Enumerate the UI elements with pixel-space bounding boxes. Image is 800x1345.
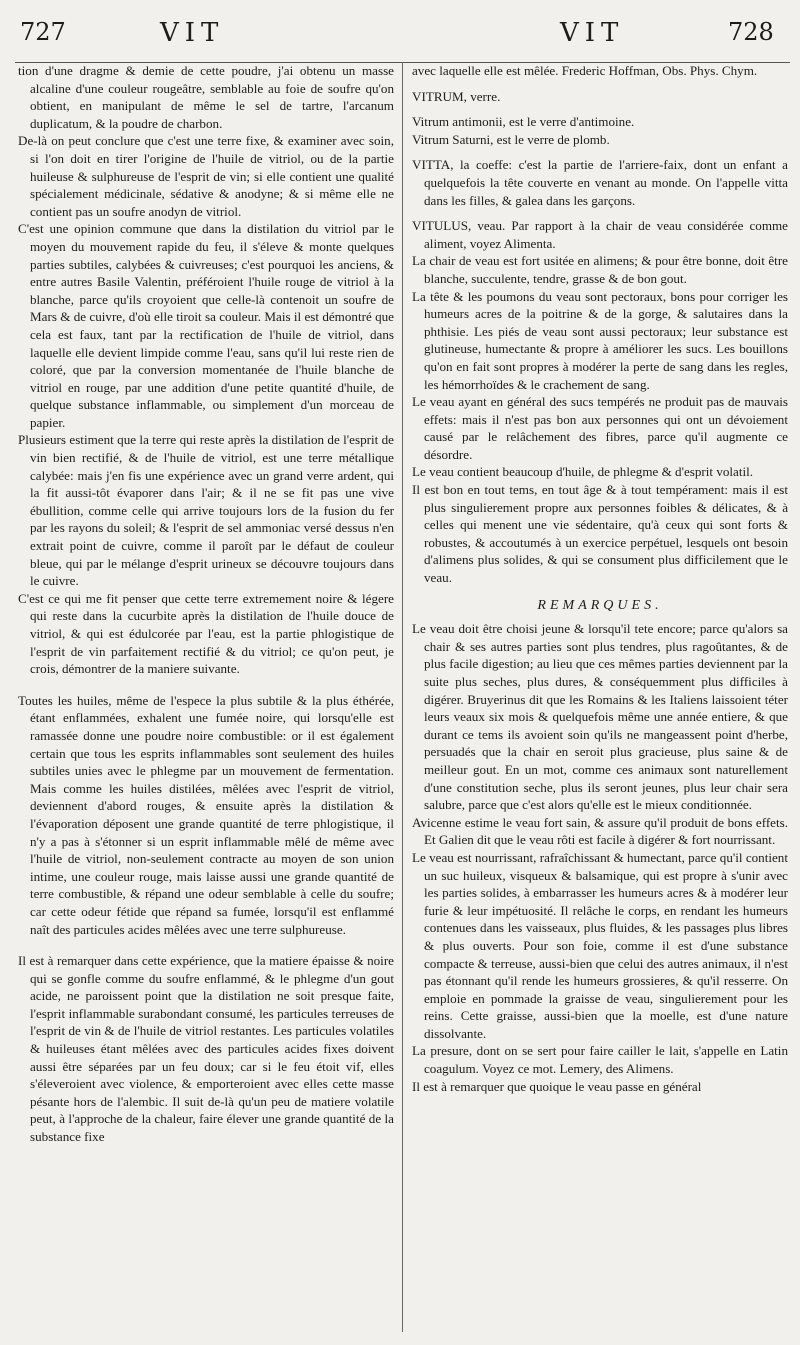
paragraph: La presure, dont on se sert pour faire cailler le lait, s'appelle en Latin coagulum. Voyez ce mot. Lemery, des Alimens. [412, 1043, 788, 1077]
paragraph: Avicenne estime le veau fort sain, & assure qu'il produit de bons effets. Et Galien dit que le veau rôti est facile à digérer & fort nourrissant. [412, 814, 788, 848]
right-page-number: 728 [728, 18, 774, 46]
paragraph: Toutes les huiles, même de l'espece la plus subtile & la plus éthérée, étant enflammées, exhalent une fumée noire, qui lorsqu'elle est ramassée donne une poudre noire combustible: or il est également certain que tous les esprits inflammables sont seulement des huiles subtiles unies avec le phlegme par un mouvement de fermentation. Mais comme les huiles distilées, mêlées avec l'esprit de vitriol, deviennent d'abord rouges, & ensuite après la distilation & l'évaporation déposent une grande quantité de terre phlogistique, il n'y a pas à s'étonner si un esprit inflammable mêlé de même avec l'huile de vitriol, non-seulement contracte au moyen de son union intime, une couleur rouge, mais laisse aussi une grande quantité de terre combustible, & répand une odeur semblable à celle du soufre; car cette odeur fétide que répand sa fumée, lorsqu'il est enflammé naît des particules acides mêlées avec une terre sulphureuse. [18, 692, 394, 937]
left-running-head: VIT [160, 18, 225, 48]
right-running-head: VIT [560, 18, 625, 48]
paragraph: VITTA, la coeffe: c'est la partie de l'arriere-faix, dont un enfant a quelquefois la tête couverte en venant au monde. On l'appelle vitta dans les filles, & galea dans les garçons. [412, 157, 788, 208]
right-column [412, 62, 788, 1095]
paragraph: Plusieurs estiment que la terre qui reste après la distilation de l'esprit de vin bien rectifié, & de l'huile de vitriol, est une terre métallique calybée: mais j'en fis une expérience avec un grand verre ardent, qui la fit aussi-tôt évaporer dans l'air; & il ne se fit pas une vive ébullition, comme celle qui arrive toujours lors de la fusion du fer par les rayons du soleil; & l'esprit de sel ammoniac versé dessus n'en extrait point de cuivre, comme il paroît par le défaut de couleur bleue, qui par le mélange d'esprit urineux se découvre toujours dans le cuivre. [18, 432, 394, 589]
paragraph: La chair de veau est fort usitée en alimens; & pour être bonne, doit être blanche, succulente, tendre, grasse & de bon gout. [412, 253, 788, 286]
paragraph: De-là on peut conclure que c'est une terre fixe, & examiner avec soin, si l'on doit en tirer l'origine de l'huile de vitriol, ou de la partie huileuse & sulphureuse de l'esprit de vin; si elle contient une qualité spécialement médicinale, sédative & anodyne; & si même elle ne contient pas un soufre anodyn de vitriol. [18, 133, 394, 219]
paragraph: Il est à remarquer dans cette expérience, que la matiere épaisse & noire qui se gonfle comme du soufre enflammé, & le phlegme d'un gout acide, ne paroissent point que la distilation ne soit presque faite, l'esprit inflammable surabondant consumé, les particules terreuses de l'esprit de vin & de l'huile de vitriol restantes. Les particules volatiles & huileuses étant mêlées avec des particules acides fixes doivent aussi être séparées par un feu doux; car si le feu étoit vif, elles s'éleveroient avec violence, & emporteroient avec elles cette masse pésante hors de l'alembic. Il suit de-là qu'un peu de matiere volatile peut, à l'approche de la chaleur, faire élever une grande quantité de la substance fixe [18, 953, 394, 1145]
left-page-number: 727 [20, 18, 66, 46]
paragraph: C'est ce qui me fit penser que cette terre extremement noire & légere qui reste dans la cucurbite après la distilation de l'huile douce de vitriol, & qui est édulcorée par l'eau, est la partie phlogistique de l'esprit de vin parfaitement rectifié & du vitriol; ce qu'on peut, je crois, démontrer de la maniere suivante. [18, 590, 394, 677]
paragraph: Il est bon en tout tems, en tout âge & à tout tempérament: mais il est plus singulierement propre aux personnes foibles & délicates, & à celles qui menent une vie sédentaire, qu'à ceux qui sont forts & robustes, & accoutumés à un exercice perpétuel, lesquels ont besoin d'alimens plus solides, & qui se consument plus difficilement que le veau. [412, 482, 788, 586]
paragraph: Le veau contient beaucoup d'huile, de phlegme & d'esprit volatil. [412, 464, 754, 480]
left-column [18, 62, 394, 1146]
paragraph: Vitrum Saturni, est le verre de plomb. [412, 131, 610, 147]
section-heading: REMARQUES. [537, 597, 663, 613]
paragraph: avec laquelle elle est mêlée. Frederic Hoffman, Obs. Phys. Chym. [412, 63, 758, 78]
paragraph: Le veau ayant en général des sucs tempérés ne produit pas de mauvais effets: mais il n'est pas bon aux personnes qui ont un dévoiement causé par le relâchement des fibres, parce qu'il augmente ce désordre. [412, 394, 788, 462]
paragraph: Vitrum antimonii, est le verre d'antimoine. [412, 114, 635, 130]
column-divider [402, 62, 403, 1332]
paragraph: C'est une opinion commune que dans la distilation du vitriol par le moyen du mouvement rapide du feu, il s'éleve & monte quelques parties subtiles, calybées & cuivreuses; c'est pourquoi les anciens, & entre autres Basile Valentin, préféroient l'huile rouge de vitriol à la blanche, parce qu'ils croyoient que celle-là contenoit un soufre de Mars & de cuivre, d'où elle tiroit sa couleur. Mais il est démontré que cela est faux, tant par la rectification de l'huile de vitriol, dans laquelle elle devient limpide comme l'eau, sans qu'il lui reste rien de coloré, que par la conversion momentanée de l'huile blanche de vitriol en rouge, par une addition d'une petite quantité d'huile, de quelque substance inflammable, ou simplement d'un morceau de papier. [18, 221, 394, 430]
paragraph: Le veau doit être choisi jeune & lorsqu'il tete encore; parce qu'alors sa chair & ses autres parties sont plus tendres, plus ragoûtantes, & de plus facile digestion; au lieu que ces mêmes parties deviennent par la suite plus seches, plus dures, & conséquemment plus difficiles à digérer. Bruyerinus dit que les Romains & les Italiens laissoient téter leurs veaux six mois & quelquefois même une année entiere, & que durant ce tems ils avoient soin qu'ils ne mangeassent point d'herbe, persuadés que la chair en seroit plus gracieuse, plus saine & de meilleur gout. En un mot, comme ces animaux sont naturellement d'une constitution seche, plus ils seront jeunes, plus leur chair sera salubre, parce que c'est alors qu'elle est le mieux conditionnée. [412, 621, 788, 813]
paragraph: tion d'une dragme & demie de cette poudre, j'ai obtenu un masse alcaline d'une couleur rougeâtre, semblable au foie de soufre qu'on obtient, en manipulant de même le sel de tartre, l'arcanum duplicatum, & la poudre de charbon. [18, 63, 394, 131]
paragraph: VITULUS, veau. Par rapport à la chair de veau considérée comme aliment, voyez Alimenta. [412, 218, 788, 251]
entry-title: VITRUM, verre. [412, 88, 501, 104]
paragraph: Le veau est nourrissant, rafraîchissant & humectant, parce qu'il contient un suc huileux, visqueux & balsamique, qui est propre à s'unir avec les parties solides, à embarrasser les humeurs acres & à modérer leur furie & leur impétuosité. Il relâche le corps, en rendant les humeurs contenues dans les vaisseaux, plus fluides, & les passages plus libres & plus ouverts. Pour son foie, comme il est d'une substance compacte & terreuse, aussi-bien que celui des autres animaux, il n'est pas étonnant qu'il rende les humeurs grossieres, & qu'il resserre. On emploie en pommade la graisse de veau, singulierement pour les reins. Cette graisse, aussi-bien que la moelle, est d'une nature dissolvante. [412, 849, 788, 1041]
paragraph: La tête & les poumons du veau sont pectoraux, bons pour corriger les humeurs acres de la poitrine & de la gorge, & salutaires dans la phthisie. Les piés de veau sont aussi pectoraux; leur substance est glutineuse, humectante & propre à améliorer les sucs. Les bouillons qu'on en fait sont propres à modérer la perte de sang dans les regles, les hémorrhoïdes & le crachement de sang. [412, 288, 788, 392]
paragraph: Il est à remarquer que quoique le veau passe en général [412, 1078, 702, 1094]
